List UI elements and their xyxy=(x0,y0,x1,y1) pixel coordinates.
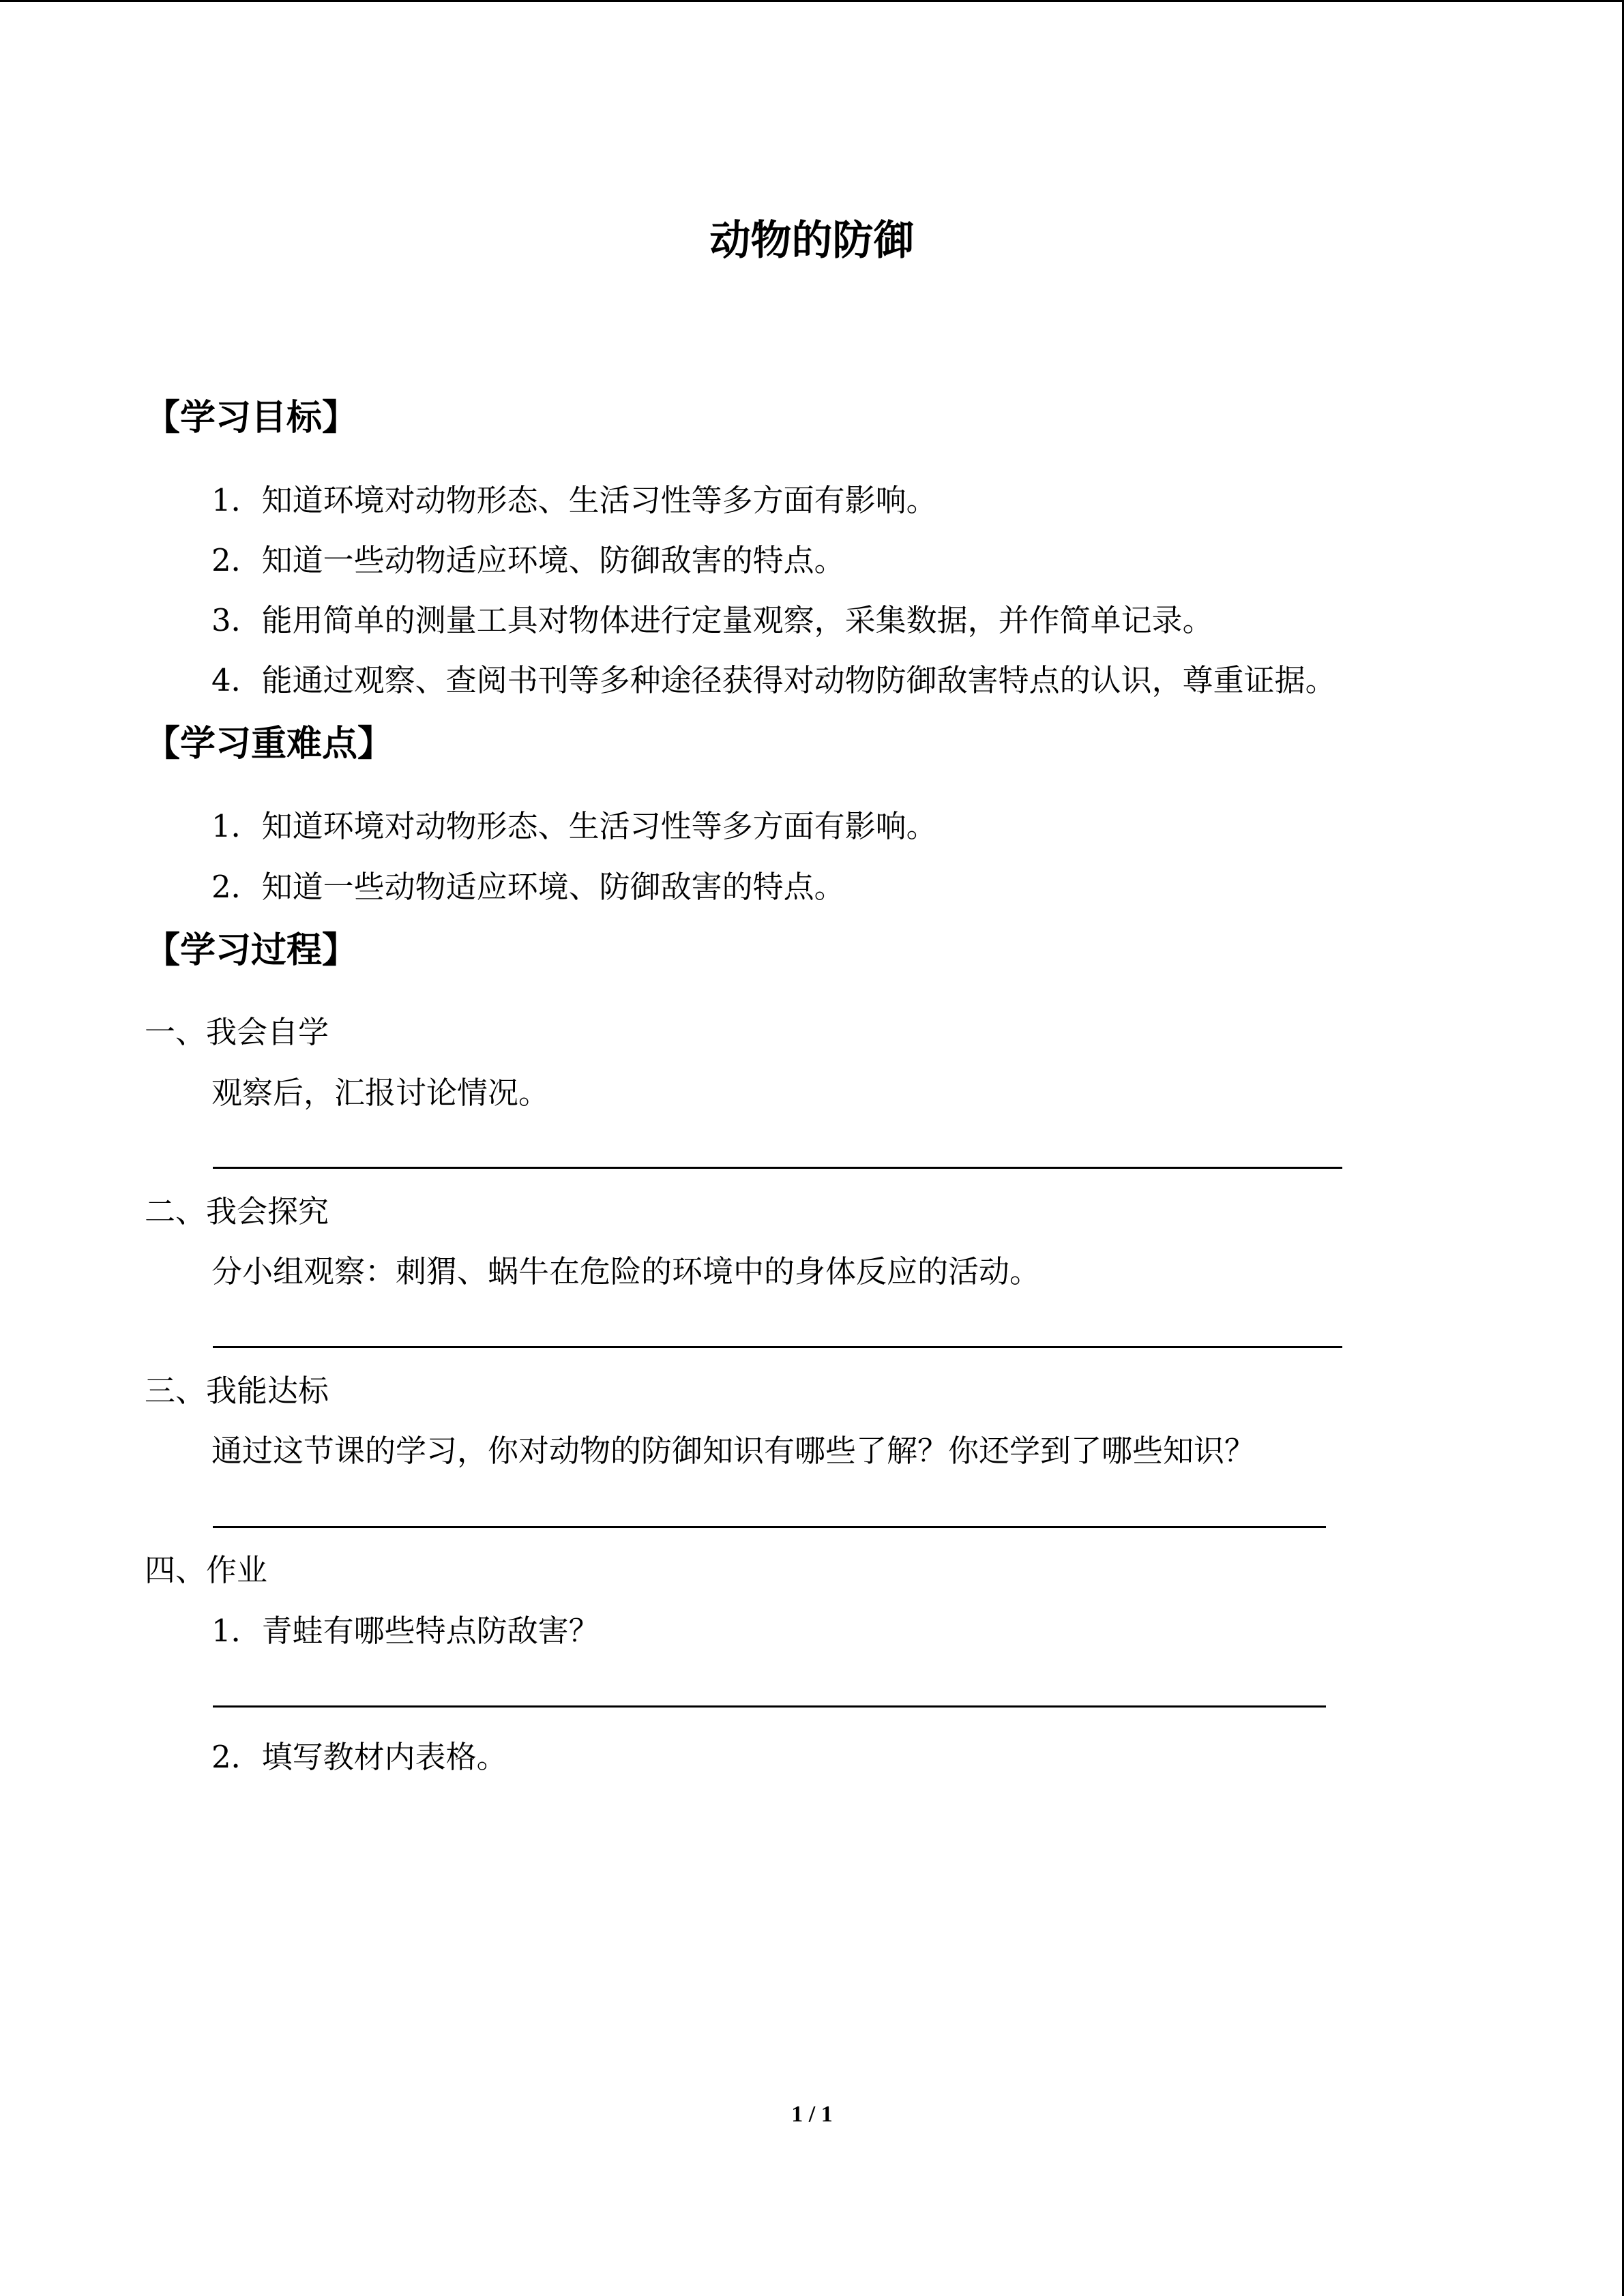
part-text-self-study: 观察后，汇报讨论情况。 xyxy=(211,1075,550,1111)
part-text-explore: 分小组观察：刺猬、蜗牛在危险的环境中的身体反应的活动。 xyxy=(211,1253,1041,1289)
answer-line[interactable] xyxy=(213,1167,1342,1169)
homework-item: 2．填写教材内表格。 xyxy=(211,1739,507,1775)
key-point-item: 1．知道环境对动物形态、生活习性等多方面有影响。 xyxy=(211,808,937,844)
answer-line[interactable] xyxy=(213,1346,1342,1348)
page-title: 动物的防御 xyxy=(709,217,915,265)
page-number: 1 / 1 xyxy=(791,2102,833,2127)
answer-line[interactable] xyxy=(213,1526,1326,1528)
objectives-heading: 【学习目标】 xyxy=(145,398,358,438)
part-heading-self-study: 一、我会自学 xyxy=(145,1014,329,1050)
part-text-assess: 通过这节课的学习，你对动物的防御知识有哪些了解？你还学到了哪些知识？ xyxy=(211,1433,1256,1469)
page-top-border xyxy=(0,0,1624,2)
key-point-item: 2．知道一些动物适应环境、防御敌害的特点。 xyxy=(211,869,845,905)
objective-item: 2．知道一些动物适应环境、防御敌害的特点。 xyxy=(211,542,845,578)
objective-item: 3．能用简单的测量工具对物体进行定量观察，采集数据，并作简单记录。 xyxy=(211,602,1213,638)
part-heading-assess: 三、我能达标 xyxy=(145,1373,329,1409)
process-heading: 【学习过程】 xyxy=(145,930,358,971)
objective-item: 1．知道环境对动物形态、生活习性等多方面有影响。 xyxy=(211,482,937,518)
homework-item: 1．青蛙有哪些特点防敌害？ xyxy=(211,1613,600,1649)
answer-line[interactable] xyxy=(213,1705,1326,1708)
part-heading-explore: 二、我会探究 xyxy=(145,1193,329,1229)
part-heading-homework: 四、作业 xyxy=(145,1552,268,1588)
key-points-heading: 【学习重难点】 xyxy=(145,724,394,764)
objective-item: 4．能通过观察、查阅书刊等多种途径获得对动物防御敌害特点的认识，尊重证据。 xyxy=(211,662,1336,698)
